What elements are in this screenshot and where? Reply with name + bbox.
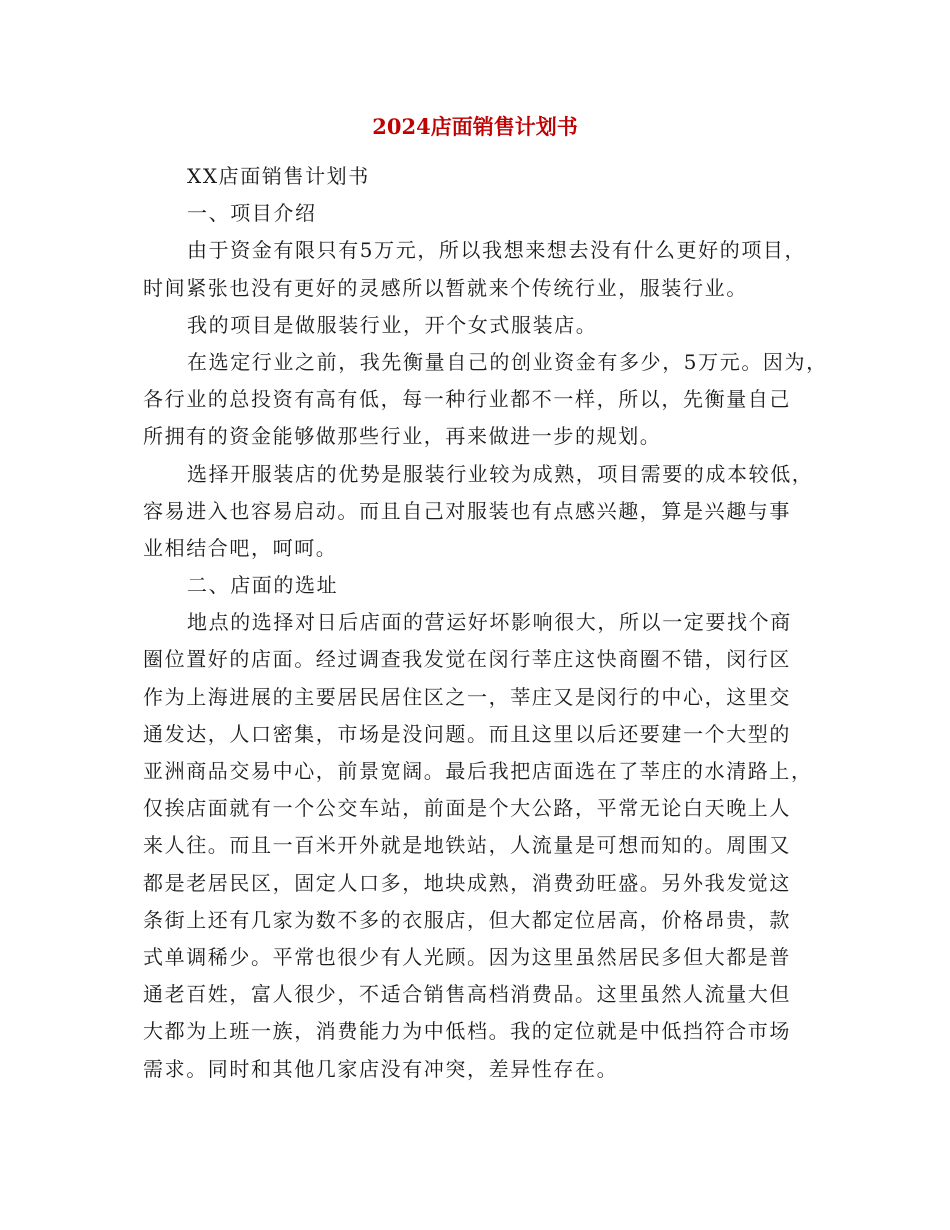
body-line: XX店面销售计划书: [187, 164, 370, 188]
body-line: 业相结合吧，呵呵。: [143, 535, 338, 560]
body-line: 容易进入也容易启动。而且自己对服装也有点感兴趣，算是兴趣与事: [143, 498, 791, 523]
body-line: 在选定行业之前，我先衡量自己的创业资金有多少，5万元。因为，: [187, 349, 828, 374]
body-line: 式单调稀少。平常也很少有人光顾。因为这里虽然居民多但大都是普: [143, 944, 791, 969]
section-heading: 一、项目介绍: [187, 201, 317, 226]
body-line: 各行业的总投资有高有低，每一种行业都不一样，所以，先衡量自己: [143, 387, 791, 412]
body-line: 作为上海进展的主要居民居住区之一，莘庄又是闵行的中心，这里交: [143, 684, 791, 709]
body-line: 圈位置好的店面。经过调查我发觉在闵行莘庄这快商圈不错，闵行区: [143, 647, 791, 672]
body-line: 条街上还有几家为数不多的衣服店，但大都定位居高，价格昂贵，款: [143, 907, 791, 932]
body-line: 仅挨店面就有一个公交车站，前面是个大公路，平常无论白天晚上人: [143, 796, 791, 821]
body-line: 通老百姓，富人很少，不适合销售高档消费品。这里虽然人流量大但: [143, 982, 791, 1007]
document-body: [143, 158, 833, 1088]
body-line: 时间紧张也没有更好的灵感所以暂就来个传统行业，服装行业。: [143, 275, 748, 300]
body-line: 来人往。而且一百米开外就是地铁站，人流量是可想而知的。周围又: [143, 833, 791, 858]
body-line: 由于资金有限只有5万元，所以我想来想去没有什么更好的项目，: [187, 238, 807, 263]
body-line: 都是老居民区，固定人口多，地块成熟，消费劲旺盛。另外我发觉这: [143, 870, 791, 895]
body-line: 选择开服装店的优势是服装行业较为成熟，项目需要的成本较低，: [187, 461, 814, 486]
section-heading: 二、店面的选址: [187, 573, 339, 598]
body-line: 地点的选择对日后店面的营运好坏影响很大，所以一定要找个商: [187, 610, 792, 635]
body-line: 大都为上班一族，消费能力为中低档。我的定位就是中低挡符合市场: [143, 1019, 791, 1044]
body-line: 通发达，人口密集，市场是没问题。而且这里以后还要建一个大型的: [143, 721, 791, 746]
body-line: 亚洲商品交易中心，前景宽阔。最后我把店面选在了莘庄的水清路上，: [143, 759, 813, 783]
document-title: 2024店面销售计划书: [372, 114, 578, 139]
body-line: 所拥有的资金能够做那些行业，再来做进一步的规划。: [143, 424, 662, 449]
body-line: 我的项目是做服装行业，开个女式服装店。: [187, 312, 598, 337]
body-line: 需求。同时和其他几家店没有冲突，差异性存在。: [143, 1056, 619, 1081]
